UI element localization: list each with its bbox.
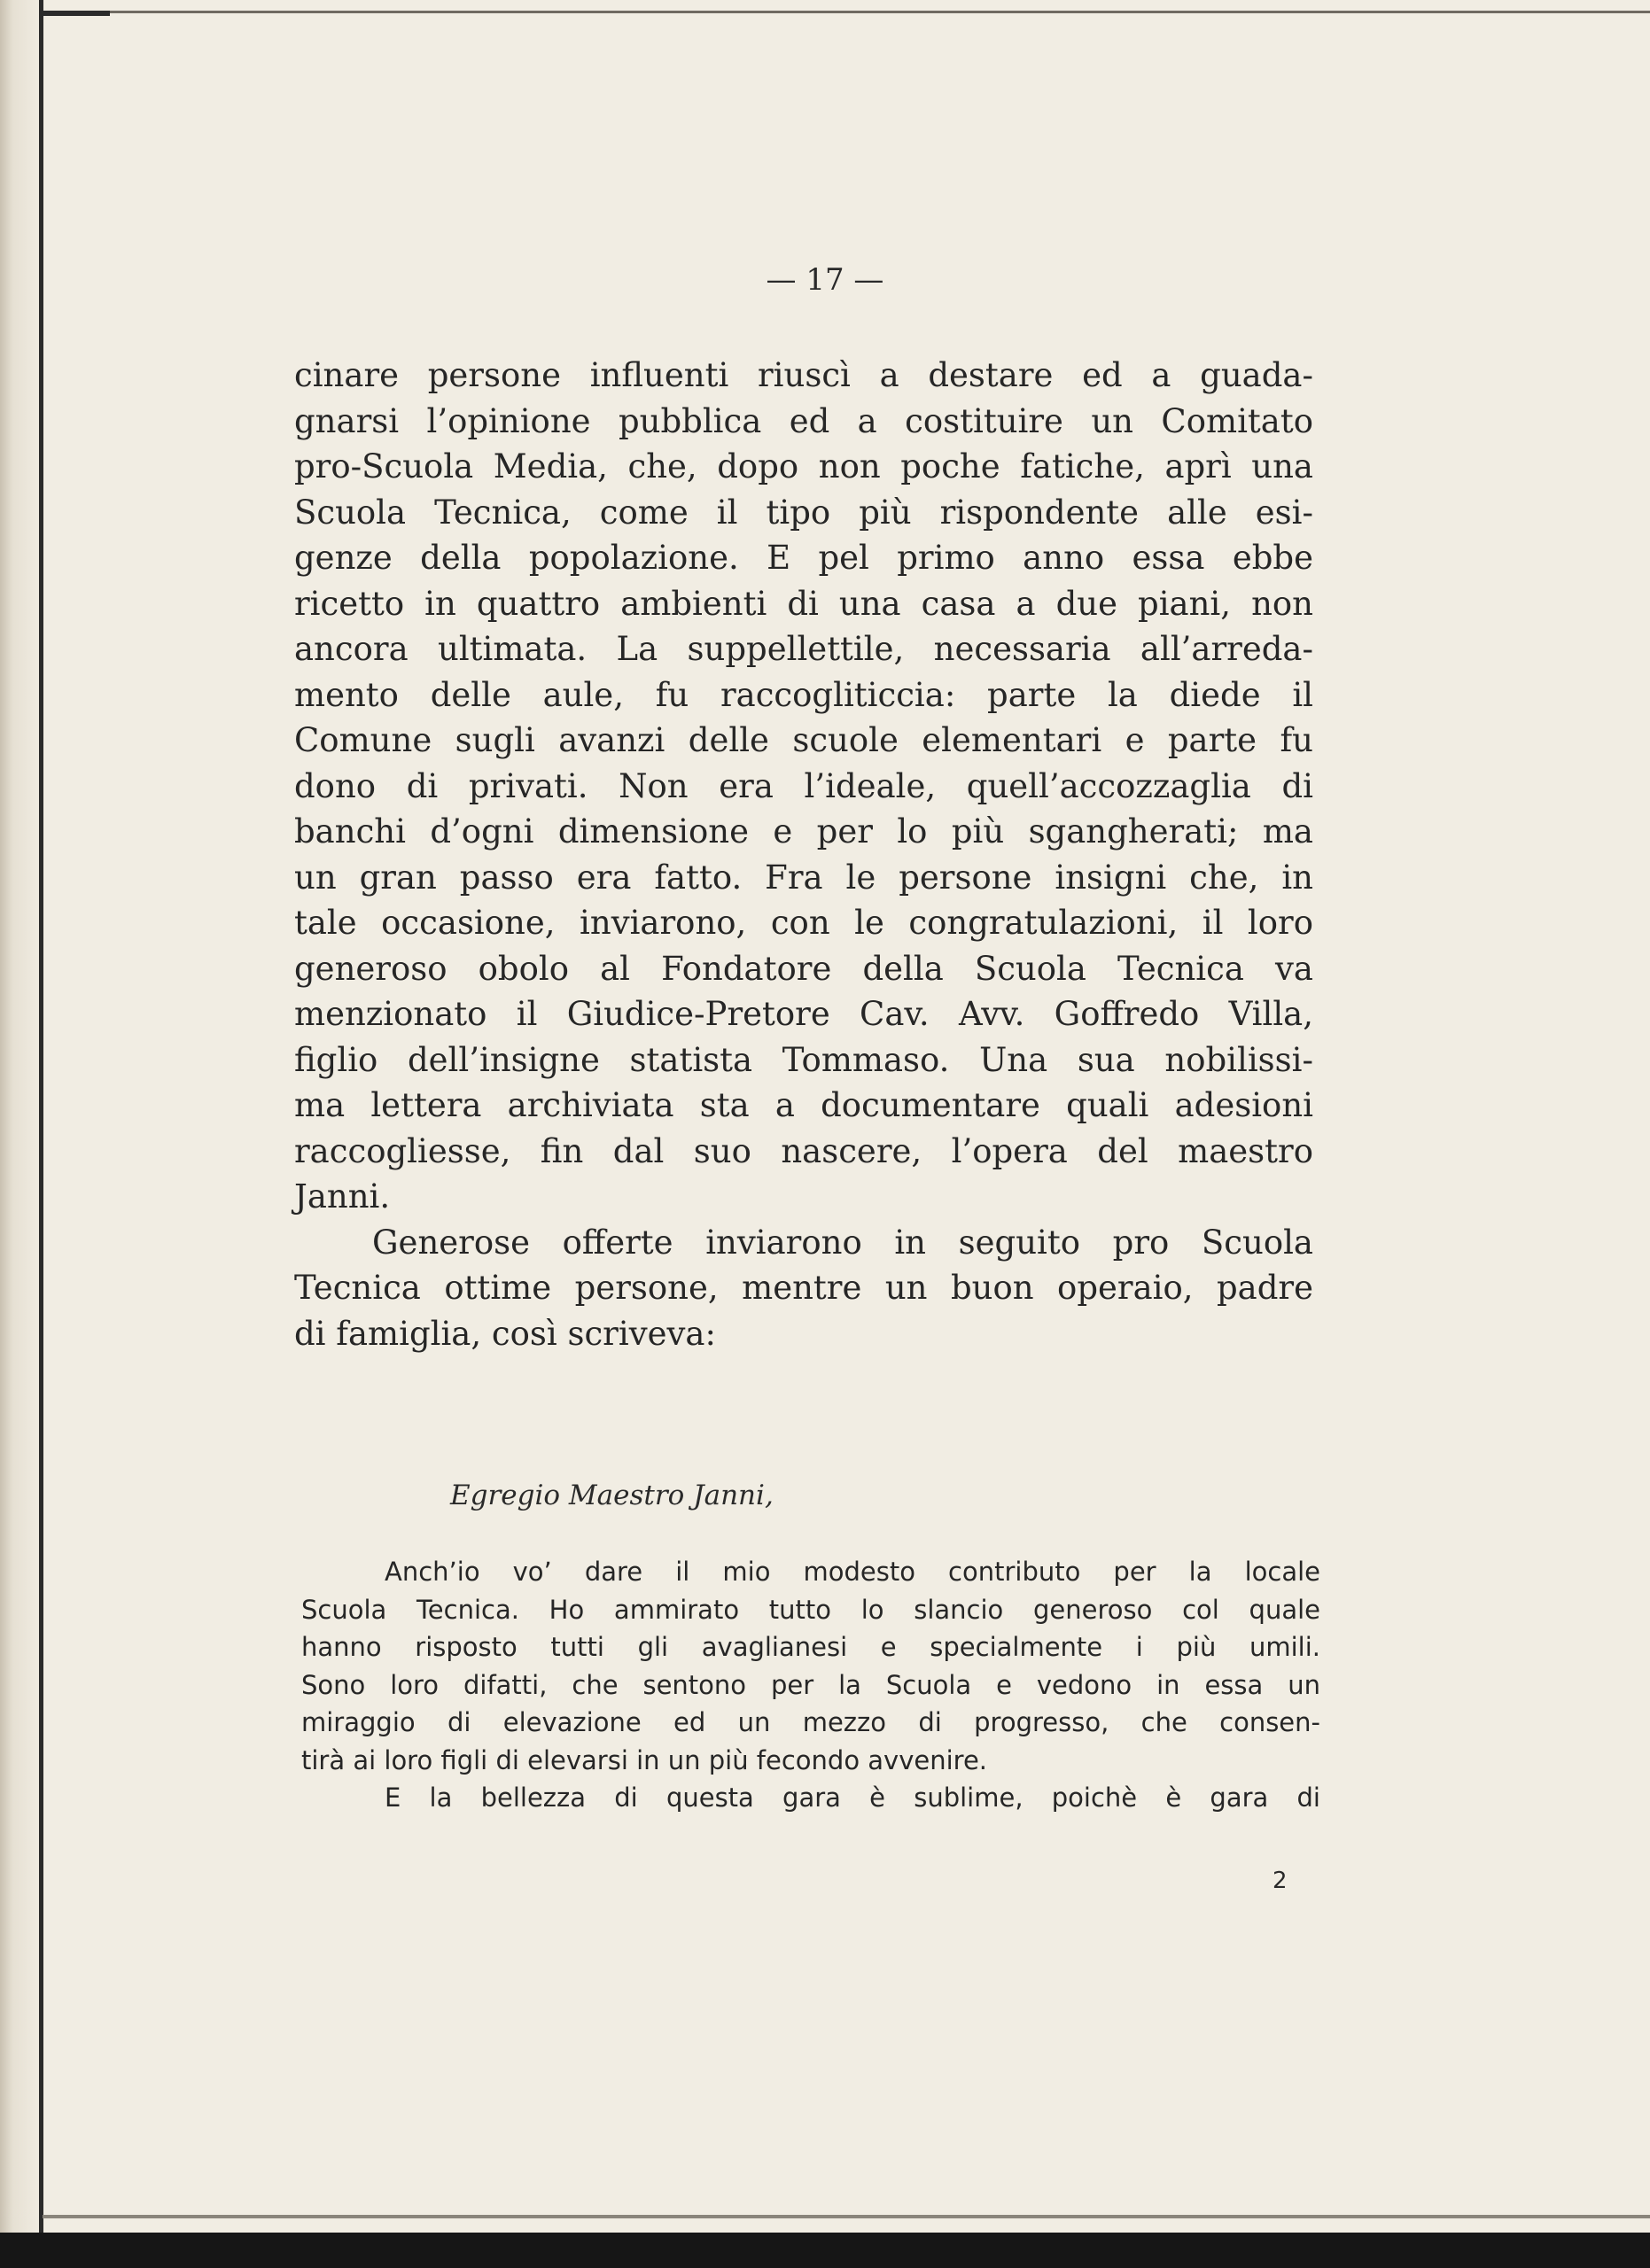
text-line: genze della popolazione. E pel primo anno essa ebbe: [294, 539, 1313, 577]
text-line: dono di privati. Non era l’ideale, quell’accozzaglia di: [294, 766, 1313, 805]
text-line: Generose offerte inviarono in seguito pro Scuola: [372, 1223, 1313, 1262]
letter-line: Scuola Tecnica. Ho ammirato tutto lo slancio generoso col quale: [301, 1594, 1320, 1625]
text-line: Tecnica ottime persone, mentre un buon operaio, padre: [294, 1269, 1313, 1307]
text-line: tale occasione, inviarono, con le congratulazioni, il loro: [294, 904, 1313, 942]
letter-line: hanno risposto tutti gli avaglianesi e specialmente i più umili.: [301, 1632, 1320, 1662]
body-text: [294, 353, 1313, 1356]
text-line: di famiglia, così scriveva:: [294, 1314, 716, 1353]
text-line: Scuola Tecnica, come il tipo più rispondente alle esi-: [294, 493, 1313, 532]
text-line: raccogliesse, fin dal suo nascere, l’opera del maestro: [294, 1131, 1313, 1170]
text-line: cinare persone influenti riuscì a destare ed a guada-: [294, 356, 1313, 394]
text-line: ricetto in quattro ambienti di una casa a due piani, non: [294, 584, 1313, 623]
letter-line: Sono loro difatti, che sentono per la Scuola e vedono in essa un: [301, 1669, 1320, 1700]
page-spine-shadow: [0, 0, 43, 2233]
text-line: pro-Scuola Media, che, dopo non poche fatiche, aprì una: [294, 447, 1313, 485]
letter-line: tirà ai loro figli di elevarsi in un più fecondo avvenire.: [301, 1744, 988, 1775]
bottom-edge-line: [43, 2215, 1650, 2218]
letter-line: E la bellezza di questa gara è sublime, poichè è gara di: [385, 1783, 1320, 1813]
text-line: figlio dell’insigne statista Tommaso. Una sua nobilissi-: [294, 1040, 1313, 1079]
printer-signature-mark: 2: [1273, 1868, 1288, 1894]
text-line: generoso obolo al Fondatore della Scuola Tecnica va: [294, 949, 1313, 988]
letter-line: Anch’io vo’ dare il mio modesto contributo per la locale: [385, 1557, 1320, 1587]
text-line: Comune sugli avanzi delle scuole elementari e parte fu: [294, 721, 1313, 759]
spine-edge-line: [39, 0, 43, 2233]
text-line: ancora ultimata. La suppellettile, necessaria all’arreda-: [294, 630, 1313, 668]
top-edge-line: [39, 11, 1650, 13]
text-line: banchi d’ogni dimensione e per lo più sgangherati; ma: [294, 812, 1313, 850]
letter-salutation: Egregio Maestro Janni,: [450, 1480, 774, 1511]
text-line: un gran passo era fatto. Fra le persone insigni che, in: [294, 858, 1313, 897]
page-number: — 17 —: [766, 262, 884, 298]
text-line: ma lettera archiviata sta a documentare quali adesioni: [294, 1086, 1313, 1124]
text-line: mento delle aule, fu raccogliticcia: parte la diede il: [294, 675, 1313, 714]
letter-text: [301, 1553, 1320, 1817]
top-corner-mark: [39, 11, 110, 16]
letter-line: miraggio di elevazione ed un mezzo di progresso, che consen-: [301, 1707, 1320, 1737]
text-line: gnarsi l’opinione pubblica ed a costituire un Comitato: [294, 401, 1313, 440]
text-line: menzionato il Giudice-Pretore Cav. Avv. Goffredo Villa,: [294, 995, 1313, 1033]
scan-bottom-border: [0, 2233, 1650, 2268]
text-line: Janni.: [294, 1177, 391, 1216]
